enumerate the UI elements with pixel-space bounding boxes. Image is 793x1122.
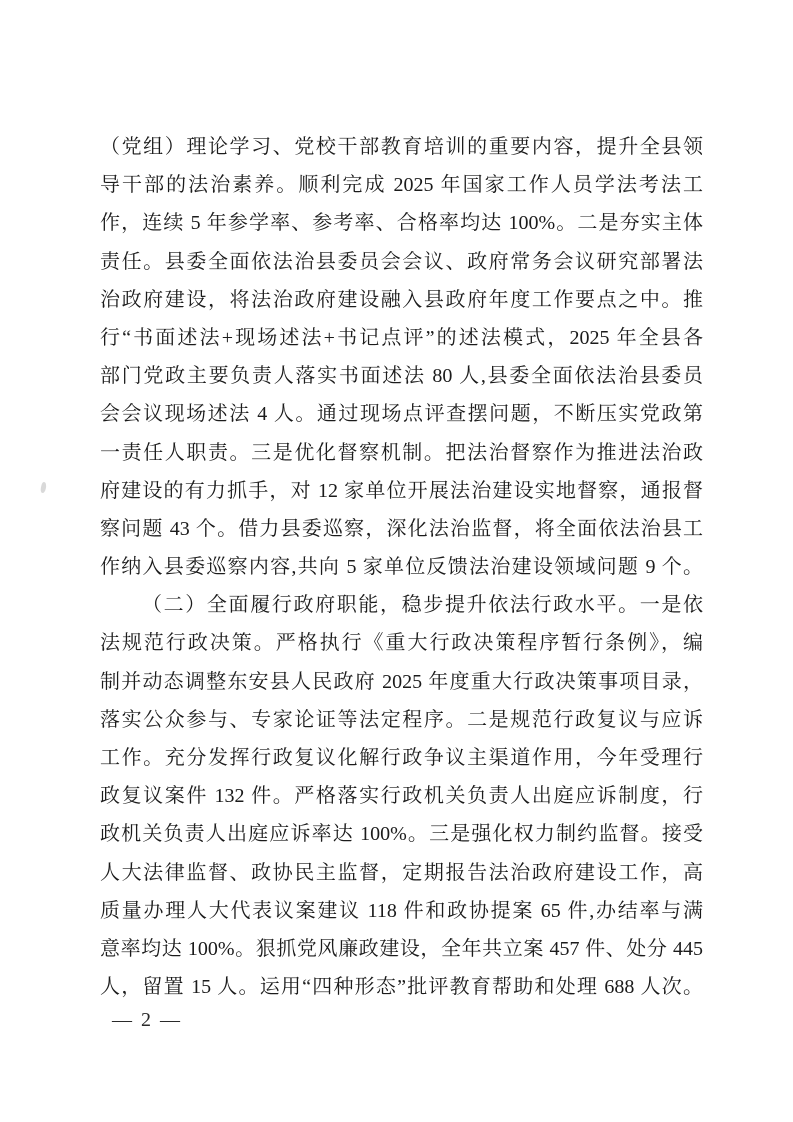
- document-line: 作，连续 5 年参学率、参考率、合格率均达 100%。二是夯实主体: [100, 212, 703, 235]
- document-line: 政机关负责人出庭应诉率达 100%。三是强化权力制约监督。接受: [100, 823, 703, 846]
- document-line: 人，留置 15 人。运用“四种形态”批评教育帮助和处理 688 人次。: [100, 976, 703, 999]
- document-line: 府建设的有力抓手，对 12 家单位开展法治建设实地督察，通报督: [100, 479, 703, 502]
- document-line: 工作。充分发挥行政复议化解行政争议主渠道作用，今年受理行: [100, 747, 703, 769]
- document-line: 落实公众参与、专家论证等法定程序。二是规范行政复议与应诉: [100, 708, 703, 731]
- document-line: 意率均达 100%。狠抓党风廉政建设，全年共立案 457 件、处分 445: [100, 937, 703, 960]
- page-number: — 2 —: [112, 1009, 182, 1031]
- document-line: 责任。县委全面依法治县委员会会议、政府常务会议研究部署法: [100, 250, 703, 273]
- scan-artifact: [40, 482, 47, 494]
- document-line: 治政府建设，将法治政府建设融入县政府年度工作要点之中。推: [100, 288, 703, 311]
- text-block: [100, 128, 703, 1006]
- document-line: 政复议案件 132 件。严格落实行政机关负责人出庭应诉制度，行: [100, 785, 703, 808]
- document-line: 导干部的法治素养。顺利完成 2025 年国家工作人员学法考法工: [100, 174, 703, 197]
- document-line: （二）全面履行政府职能，稳步提升依法行政水平。一是依: [142, 594, 703, 617]
- document-line: 部门党政主要负责人落实书面述法 80 人,县委全面依法治县委员: [100, 365, 703, 388]
- document-line: 质量办理人大代表议案建议 118 件和政协提案 65 件,办结率与满: [100, 899, 703, 922]
- document-line: 行“书面述法+现场述法+书记点评”的述法模式，2025 年全县各: [100, 326, 703, 349]
- document-line: 会会议现场述法 4 人。通过现场点评查摆问题，不断压实党政第: [100, 403, 703, 426]
- document-line: 法规范行政决策。严格执行《重大行政决策程序暂行条例》，编: [100, 632, 703, 655]
- document-line: 作纳入县委巡察内容,共向 5 家单位反馈法治建设领域问题 9 个。: [100, 556, 703, 579]
- document-line: 察问题 43 个。借力县委巡察，深化法治监督，将全面依法治县工: [100, 517, 703, 540]
- document-line: 制并动态调整东安县人民政府 2025 年度重大行政决策事项目录，: [100, 670, 703, 693]
- document-line: 人大法律监督、政协民主监督，定期报告法治政府建设工作，高: [100, 861, 703, 884]
- document-line: （党组）理论学习、党校干部教育培训的重要内容，提升全县领: [100, 136, 703, 158]
- document-line: 一责任人职责。三是优化督察机制。把法治督察作为推进法治政: [100, 441, 703, 464]
